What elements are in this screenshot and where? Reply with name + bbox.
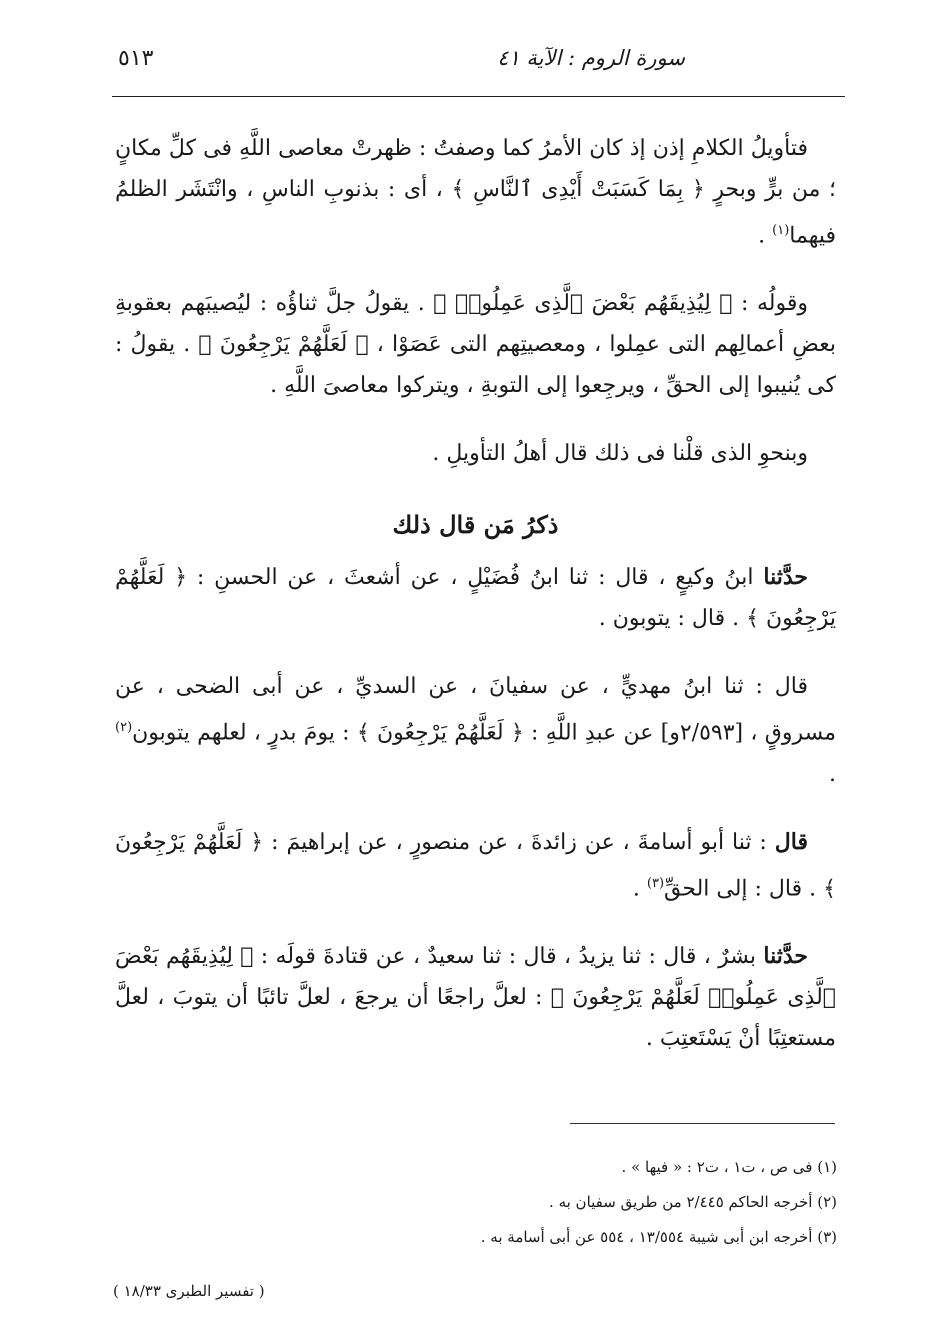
footnote-rule bbox=[570, 1123, 835, 1124]
narration-text: ابنُ وكيعٍ ، قال : ثنا ابنُ فُضَيْلٍ ، عن أشعثَ ، عن الحسنِ : ﴿ لَعَلَّهُمْ يَرْجِعُونَ ﴾ . قال : يتوبون . bbox=[115, 565, 836, 632]
narration: قال : ثنا ابنُ مهديٍّ ، عن سفيانَ ، عن السديِّ ، عن أبى الضحى ، عن مسروقٍ ، [٢/٥٩٣و] عن عبدِ اللَّهِ : ﴿ لَعَلَّهُمْ يَرْجِعُونَ ﴾ : يومَ بدرٍ ، لعلهم يتوبون$^{(٢)}$ . bbox=[115, 674, 836, 787]
running-title: سورة الروم : الآية ٤١ bbox=[497, 46, 685, 70]
footnote-marker: (٢) bbox=[115, 720, 133, 736]
footnote: (٢) أخرجه الحاكم ٢/٤٤٥ من طريق سفيان به . bbox=[549, 1193, 837, 1211]
main-text bbox=[115, 128, 836, 1086]
paragraph-text: فتأويلُ الكلامِ إذن إذ كان الأمرُ كما وصفتُ : ظهرتْ معاصى اللَّهِ فى كلِّ مكانٍ ؛ من برٍّ وبحرٍ ﴿ بِمَا كَسَبَتْ أَيْدِى ٱلنَّاسِ ﴾ ، أى : بذنوبِ الناسِ ، وانْتَشَر الظلمُ فيهما bbox=[115, 136, 836, 249]
header-rule bbox=[112, 96, 845, 97]
footnote-marker: (١) bbox=[772, 223, 790, 238]
page-number: ٥١٣ bbox=[118, 46, 154, 71]
narration bbox=[115, 936, 836, 1059]
paragraph: وقولُه : ﴿ لِيُذِيقَهُم بَعْضَ ٱلَّذِى عَمِلُوا۟ ﴾ . يقولُ جلَّ ثناؤُه : ليُصيبَهم بعقوبةِ بعضِ أعمالِهم التى عمِلوا ، ومعصيتِهم التى عَصَوْا ، ﴿ لَعَلَّهُمْ يَرْجِعُونَ ﴾ . يقولُ : كى يُنيبوا إلى الحقِّ ، ويرجِعوا إلى التوبةِ ، ويتركوا معاصىَ اللَّهِ . bbox=[115, 291, 836, 399]
narration-text: بشرٌ ، قال : ثنا يزيدُ ، قال : ثنا سعيدٌ ، عن قتادةَ قولَه : ﴿ لِيُذِيقَهُم بَعْضَ ٱلَّذِى عَمِلُوا۟ لَعَلَّهُمْ يَرْجِعُونَ ﴾ : لعلَّ راجعًا أن يرجعَ ، لعلَّ تائبًا أن يتوبَ ، لعلَّ مستعتِبًا أنْ يَسْتَعتِبَ . bbox=[115, 943, 836, 1051]
footer-note: ( تفسير الطبرى ١٨/٣٣ ) bbox=[113, 1282, 265, 1300]
narration bbox=[115, 557, 836, 639]
footnote: (٣) أخرجه ابن أبى شيبة ١٣/٥٥٤ ، ٥٥٤ عن أبى أسامة به . bbox=[480, 1228, 837, 1246]
section-heading: ذكرُ مَن قال ذلك bbox=[392, 510, 559, 540]
narration-lead: حدَّثنا bbox=[763, 564, 808, 591]
paragraph: فتأويلُ الكلامِ إذن إذ كان الأمرُ كما وصفتُ : ظهرتْ معاصى اللَّهِ فى كلِّ مكانٍ ؛ من برٍّ وبحرٍ ﴿ بِمَا كَسَبَتْ أَيْدِى ٱلنَّاسِ ﴾ ، أى : بذنوبِ الناسِ ، وانْتَشَر الظلمُ فيهما$^{(١)}$ . bbox=[115, 136, 836, 249]
narration: قال : ثنا أبو أسامةَ ، عن زائدةَ ، عن منصورٍ ، عن إبراهيمَ : ﴿ لَعَلَّهُمْ يَرْجِعُونَ ﴾ . قال : إلى الحقِّ$^{(٣)}$ . bbox=[115, 828, 836, 901]
narration-text: : ثنا أبو أسامةَ ، عن زائدةَ ، عن منصورٍ ، عن إبراهيمَ : ﴿ لَعَلَّهُمْ يَرْجِعُونَ ﴾ . قال : إلى الحقِّ bbox=[115, 829, 836, 901]
narration-lead: قال bbox=[774, 828, 808, 855]
narration-text: قال : ثنا ابنُ مهديٍّ ، عن سفيانَ ، عن السديِّ ، عن أبى الضحى ، عن مسروقٍ ، [٢/٥٩٣و] عن عبدِ اللَّهِ : ﴿ لَعَلَّهُمْ يَرْجِعُونَ ﴾ : يومَ بدرٍ ، لعلهم يتوبون bbox=[115, 674, 836, 746]
narration-lead: حدَّثنا bbox=[763, 942, 808, 969]
footnotes bbox=[350, 1150, 837, 1255]
footnote: (١) فى ص ، ت١ ، ت٢ : « فيها » . bbox=[621, 1158, 837, 1176]
paragraph: وبنحوِ الذى قلْنا فى ذلك قال أهلُ التأويلِ . bbox=[432, 441, 808, 467]
footnote-marker: (٣) bbox=[646, 875, 665, 891]
